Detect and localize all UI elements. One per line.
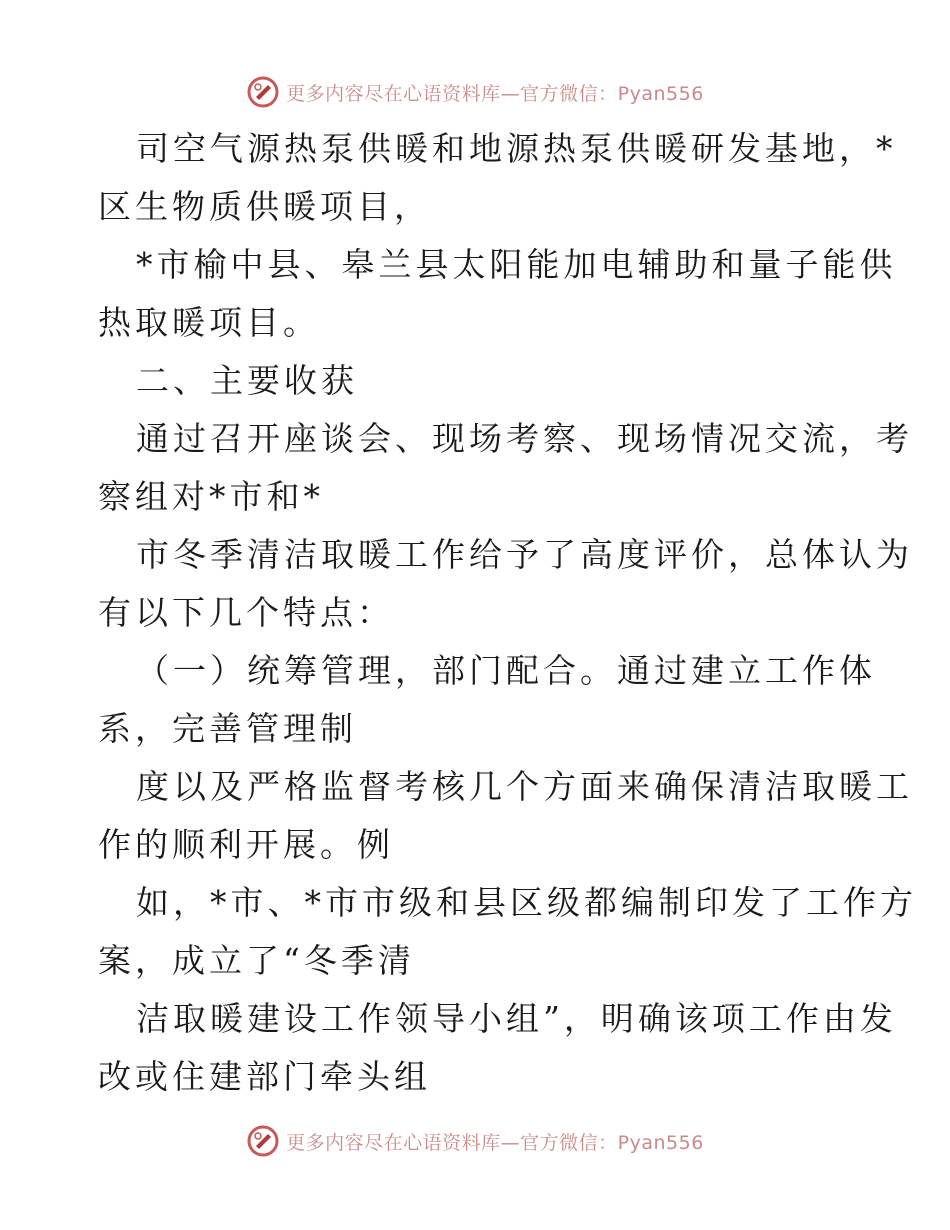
subsection-heading: （一）统筹管理，部门配合。通过建立工作体 [136, 651, 876, 690]
paragraph-line: 度以及严格监督考核几个方面来确保清洁取暖工 [136, 767, 913, 806]
paragraph-line: 洁取暖建设工作领导小组”，明确该项工作由发 [136, 999, 897, 1038]
paragraph-line: 系，完善管理制 [98, 709, 357, 748]
paragraph-line: 察组对*市和* [98, 477, 324, 516]
paragraph-line: 改或住建部门牵头组 [98, 1057, 431, 1096]
section-heading: 二、主要收获 [136, 361, 358, 400]
paragraph-line: 如，*市、*市市级和县区级都编制印发了工作方 [136, 883, 917, 922]
watermark-text: 更多内容尽在心语资料库—官方微信：Pyan556 [286, 82, 704, 105]
paragraph-line: 有以下几个特点： [98, 593, 394, 632]
document-body [98, 120, 917, 1106]
brand-logo-icon [246, 75, 280, 109]
paragraph-line: 案，成立了“冬季清 [98, 941, 415, 980]
header-watermark [0, 72, 950, 112]
paragraph-line: 市冬季清洁取暖工作给予了高度评价，总体认为 [136, 535, 913, 574]
paragraph-line: 作的顺利开展。例 [98, 825, 394, 864]
paragraph-line: 司空气源热泵供暖和地源热泵供暖研发基地，* [136, 129, 897, 168]
paragraph-line: 区生物质供暖项目， [98, 187, 431, 226]
footer-watermark [0, 1121, 950, 1161]
watermark-text: 更多内容尽在心语资料库—官方微信：Pyan556 [286, 1131, 704, 1154]
paragraph-line: 通过召开座谈会、现场考察、现场情况交流，考 [136, 419, 913, 458]
paragraph-line: 热取暖项目。 [98, 303, 320, 342]
brand-logo-icon [246, 1124, 280, 1158]
paragraph-line: *市榆中县、皋兰县太阳能加电辅助和量子能供 [136, 245, 897, 284]
